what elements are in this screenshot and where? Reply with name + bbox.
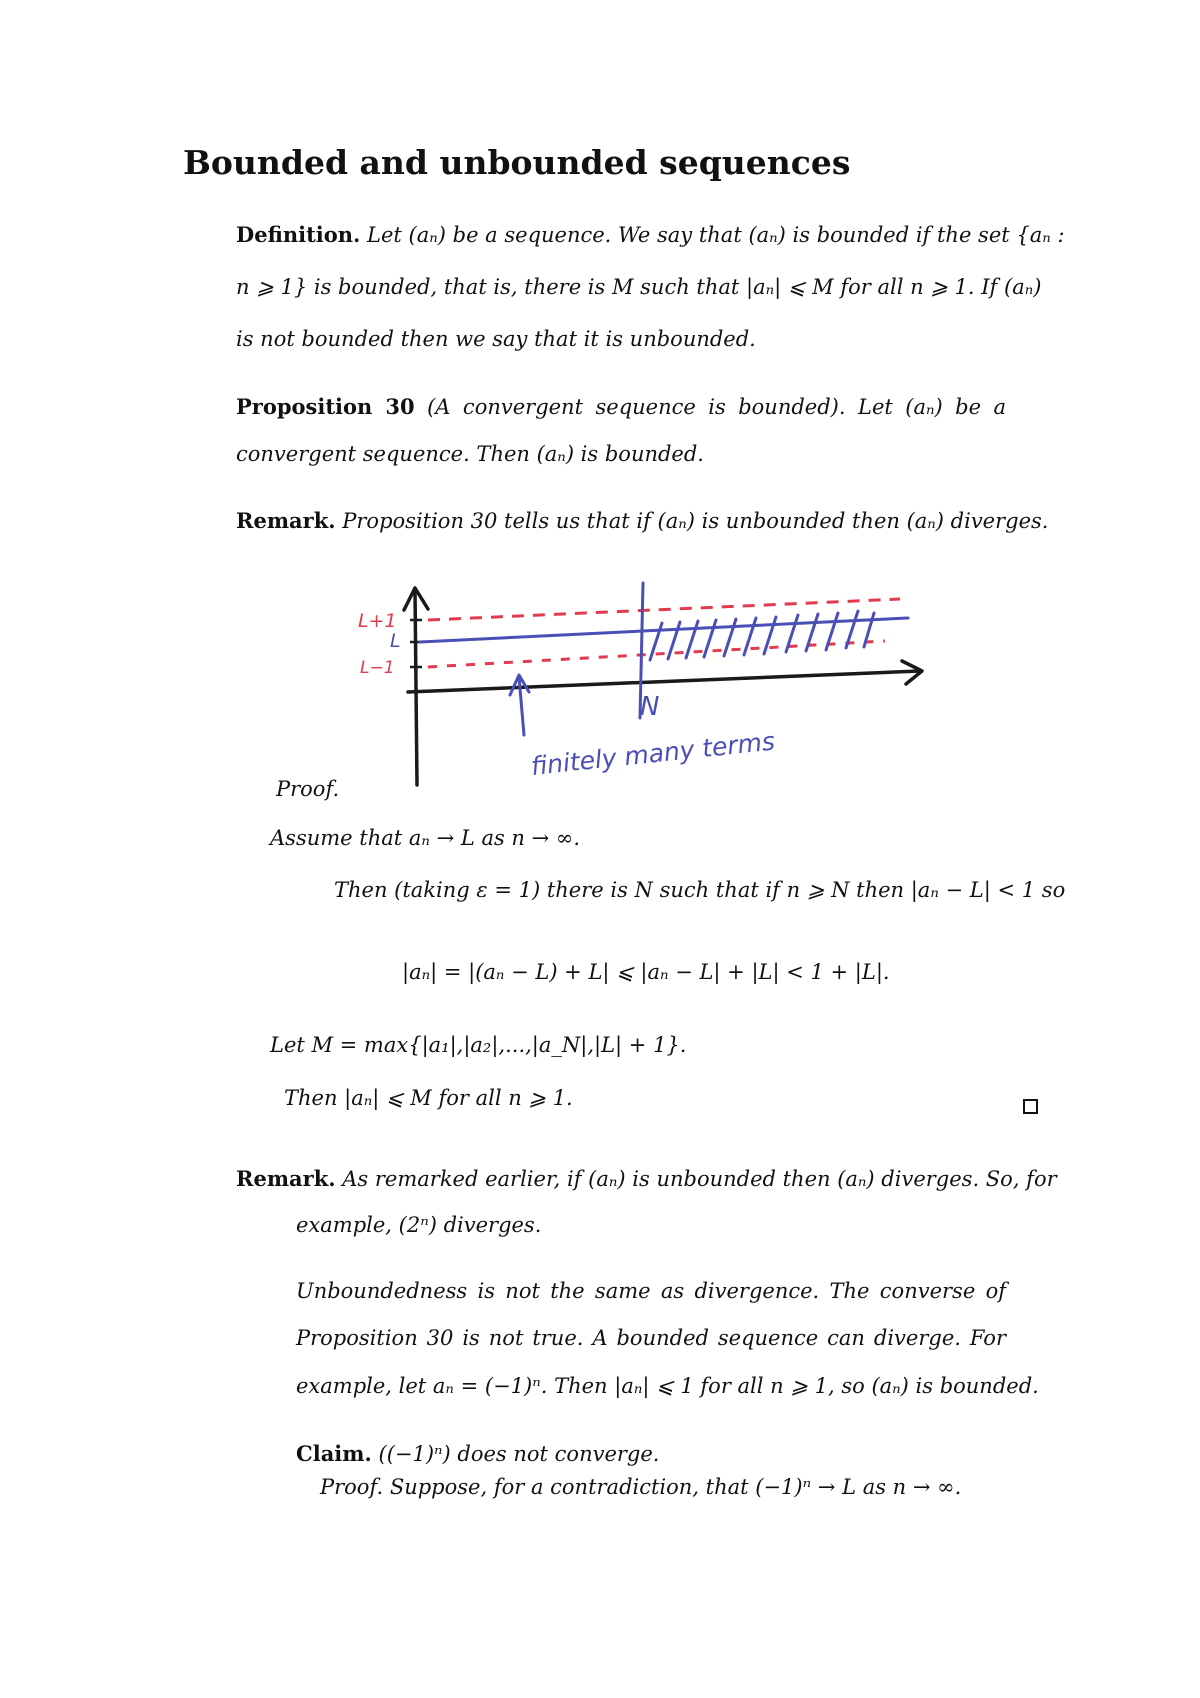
remark-2-para2-line-2: Proposition 30 is not true. A bounded sequence can diverge. For [296,1326,1006,1350]
proposition-text-1: (A convergent sequence is bounded). Let (aₙ) be a [427,395,1006,419]
claim-label: Claim. [296,1441,372,1466]
definition-line-1 [236,222,1065,247]
remark-2-line-1 [236,1166,1057,1191]
upper-bound-label: L+1 [358,610,397,632]
hatching [650,611,874,660]
claim-text: ((−1)ⁿ) does not converge. [378,1442,660,1466]
remark-1-label: Remark. [236,508,336,533]
proof-then-m: Then |aₙ| ⩽ M for all n ⩾ 1. [284,1086,573,1110]
remark-2-text-1: As remarked earlier, if (aₙ) is unbounded then (aₙ) diverges. So, for [342,1167,1057,1191]
convergence-diagram [340,575,940,800]
limit-label: L [390,630,401,652]
remark-2-label: Remark. [236,1166,336,1191]
x-axis [408,671,920,692]
definition-label: Definition. [236,222,361,247]
proof-label: Proof. [276,777,340,801]
definition-line-2: n ⩾ 1} is bounded, that is, there is M such that |aₙ| ⩽ M for all n ⩾ 1. If (aₙ) [236,275,1042,299]
proposition-line-1 [236,394,1006,419]
lower-bound-label: L−1 [360,658,395,678]
claim-line [296,1441,659,1466]
page-title: Bounded and unbounded sequences [183,143,851,182]
remark-2-para2-line-3: example, let aₙ = (−1)ⁿ. Then |aₙ| ⩽ 1 for all n ⩾ 1, so (aₙ) is bounded. [296,1374,1039,1398]
proof-assume: Assume that aₙ → L as n → ∞. [270,826,581,850]
n-label: N [640,692,660,722]
claim-proof: Proof. Suppose, for a contradiction, that (−1)ⁿ → L as n → ∞. [320,1475,962,1499]
caption-label: finitely many terms [529,726,777,781]
remark-2-para2-line-1: Unboundedness is not the same as divergence. The converse of [296,1279,1006,1303]
proof-let-m: Let M = max{|a₁|,|a₂|,...,|a_N|,|L| + 1}. [270,1033,687,1057]
lower-bound-line [428,641,885,667]
remark-1 [236,508,1048,533]
definition-text-1: Let (aₙ) be a sequence. We say that (aₙ) is bounded if the set {aₙ : [367,223,1065,247]
proof-then-1: Then (taking ε = 1) there is N such that if n ⩾ N then |aₙ − L| < 1 so [334,878,1066,902]
remark-2-line-2: example, (2ⁿ) diverges. [296,1213,542,1237]
proposition-line-2: convergent sequence. Then (aₙ) is bounded. [236,442,704,466]
qed-square-icon [1023,1099,1038,1114]
upper-bound-line [428,599,900,620]
proposition-label: Proposition 30 [236,394,415,419]
definition-line-3: is not bounded then we say that it is unbounded. [236,327,756,351]
proof-inequality: |aₙ| = |(aₙ − L) + L| ⩽ |aₙ − L| + |L| < 1 + |L|. [402,960,890,984]
remark-1-text: Proposition 30 tells us that if (aₙ) is unbounded then (aₙ) diverges. [342,509,1049,533]
